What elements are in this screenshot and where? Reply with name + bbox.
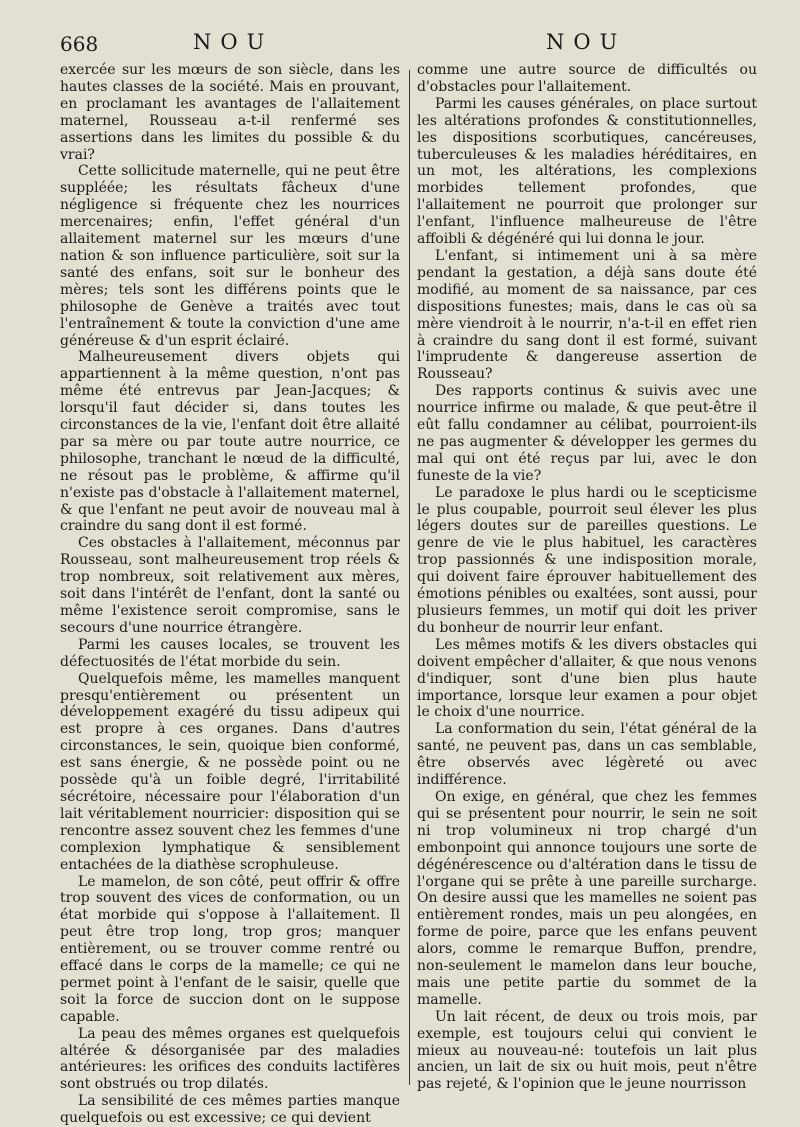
right-column: [417, 62, 757, 1093]
paragraph: Les mêmes motifs & les divers obstacles qui doivent empêcher d'allaiter, & que nous venons d'indiquer, sont d'une bien plus haute importance, lorsque leur examen a pour objet le choix d'une nourrice.: [417, 636, 757, 721]
page-number: 668: [60, 32, 99, 56]
paragraph: L'enfant, si intimement uni à sa mère pendant la gestation, a déjà sans doute été modifié, au moment de sa naissance, par ces dispositions funestes; mais, dans le cas où sa mère viendroit à le nourrir, n'a-t-il en effet rien à craindre du sang dont il est formé, suivant l'imprudente & dangereuse assertion de Rousseau?: [417, 247, 757, 383]
paragraph: Un lait récent, de deux ou trois mois, par exemple, est toujours celui qui convient le mieux au nouveau-né: toutefois un lait plus ancien, un lait de six ou huit mois, peut n'être pas rejeté, & l'opinion que le jeune nourrisson: [417, 1008, 757, 1093]
page-header: [0, 26, 800, 66]
left-column: [60, 62, 400, 1127]
paragraph: Le paradoxe le plus hardi ou le scepticisme le plus coupable, pourroit seul élever les plus légers doutes sur de pareilles questions. Le genre de vie le plus habituel, les caractères trop passionnés & une indisposition morale, qui doivent faire éprouver habituellement des émotions pénibles ou exaltées, sont aussi, pour plusieurs femmes, un motif qui doit les priver du bonheur de nourrir leur enfant.: [417, 484, 757, 636]
paragraph: Cette sollicitude maternelle, qui ne peut être suppléée; les résultats fâcheux d'une négligence si fréquente chez les nourrices mercenaires; enfin, l'effet général d'un allaitement maternel sur les mœurs d'une nation & son influence particulière, soit sur la santé des enfans, soit sur le bonheur des mères; tels sont les différens points que le philosophe de Genève a traités avec tout l'entraînement & toute la conviction d'une ame généreuse & d'un esprit éclairé.: [60, 163, 400, 349]
paragraph: Parmi les causes générales, on place surtout les altérations profondes & constitutionnelles, les dispositions scorbutiques, cancéreuses, tuberculeuses & les maladies héréditaires, en un mot, les altérations, les complexions morbides tellement profondes, que l'allaitement ne pourroit que prolonger sur l'enfant, l'influence malheureuse de l'être affoibli & dégénéré qui lui donna le jour.: [417, 95, 757, 248]
paragraph: comme une autre source de difficultés ou d'obstacles pour l'allaitement.: [417, 62, 757, 95]
paragraph: Des rapports continus & suivis avec une nourrice infirme ou malade, & que peut-être il eût fallu condamner au célibat, pourroient-ils ne pas augmenter & développer les germes du mal qui ont été reçus par lui, avec le don funeste de la vie?: [417, 383, 757, 484]
paragraph: La sensibilité de ces mêmes parties manque quelquefois ou est excessive; ce qui devient: [60, 1093, 400, 1127]
running-head-left: NOU: [193, 30, 274, 54]
paragraph: Malheureusement divers objets qui appartiennent à la même question, n'ont pas même été entrevus par Jean-Jacques; & lorsqu'il faut décider si, dans toutes les circonstances de la vie, l'enfant doit être allaité par sa mère ou par toute autre nourrice, ce philosophe, tranchant le nœud de la difficulté, ne résout pas le problème, & affirme qu'il n'existe pas d'obstacle à l'allaitement maternel, & que l'enfant ne peut avoir de nouveau mal à craindre du sang dont il est formé.: [60, 349, 400, 535]
running-head-right: NOU: [546, 30, 627, 54]
paragraph: Le mamelon, de son côté, peut offrir & offre trop souvent des vices de conformation, ou un état morbide qui s'oppose à l'allaitement. Il peut être trop long, trop gros; manquer entièrement, ou se trouver comme rentré ou effacé dans le corps de la mamelle; ce qui ne permet point à l'enfant de le saisir, quelle que soit la force de succion dont on le suppose capable.: [60, 873, 400, 1025]
paragraph: On exige, en général, que chez les femmes qui se présentent pour nourrir, le sein ne soit ni trop volumineux ni trop chargé d'un embonpoint qui annonce toujours une sorte de dégénérescence ou d'altération dans le tissu de l'organe qui se prête à une pareille surcharge. On desire aussi que les mamelles ne soient pas entièrement rondes, mais un peu alongées, en forme de poire, parce que les enfans peuvent alors, comme le remarque Buffon, prendre, non-seulement le mamelon dans leur bouche, mais une petite partie du sommet de la mamelle.: [417, 788, 757, 1008]
paragraph: Quelquefois même, les mamelles manquent presqu'entièrement ou présentent un développement exagéré du tissu adipeux qui est propre à ces organes. Dans d'autres circonstances, le sein, quoique bien conformé, est sans énergie, & ne possède point ou ne possède qu'à un foible degré, l'irritabilité sécrétoire, nécessaire pour l'élaboration d'un lait véritablement nourricier: disposition qui se rencontre assez souvent chez les femmes d'une complexion lymphatique & sensiblement entachées de la diathèse scrophuleuse.: [60, 670, 400, 873]
paragraph: exercée sur les mœurs de son siècle, dans les hautes classes de la société. Mais en prouvant, en proclamant les avantages de l'allaitement maternel, Rousseau a-t-il renfermé ses assertions dans les limites du possible & du vrai?: [60, 62, 400, 163]
paragraph: Parmi les causes locales, se trouvent les défectuosités de l'état morbide du sein.: [60, 636, 400, 670]
paragraph: Ces obstacles à l'allaitement, méconnus par Rousseau, sont malheureusement trop réels & trop nombreux, soit relativement aux mères, soit dans l'intérêt de l'enfant, dont la santé ou même l'existence seroit compromise, sans le secours d'une nourrice étrangère.: [60, 535, 400, 636]
column-divider: [409, 70, 410, 1085]
paragraph: La peau des mêmes organes est quelquefois altérée & désorganisée par des maladies antérieures: les orifices des conduits lactifères sont obstrués ou trop dilatés.: [60, 1025, 400, 1093]
paragraph: La conformation du sein, l'état général de la santé, ne peuvent pas, dans un cas semblable, être observés avec légèreté ou avec indifférence.: [417, 721, 757, 789]
